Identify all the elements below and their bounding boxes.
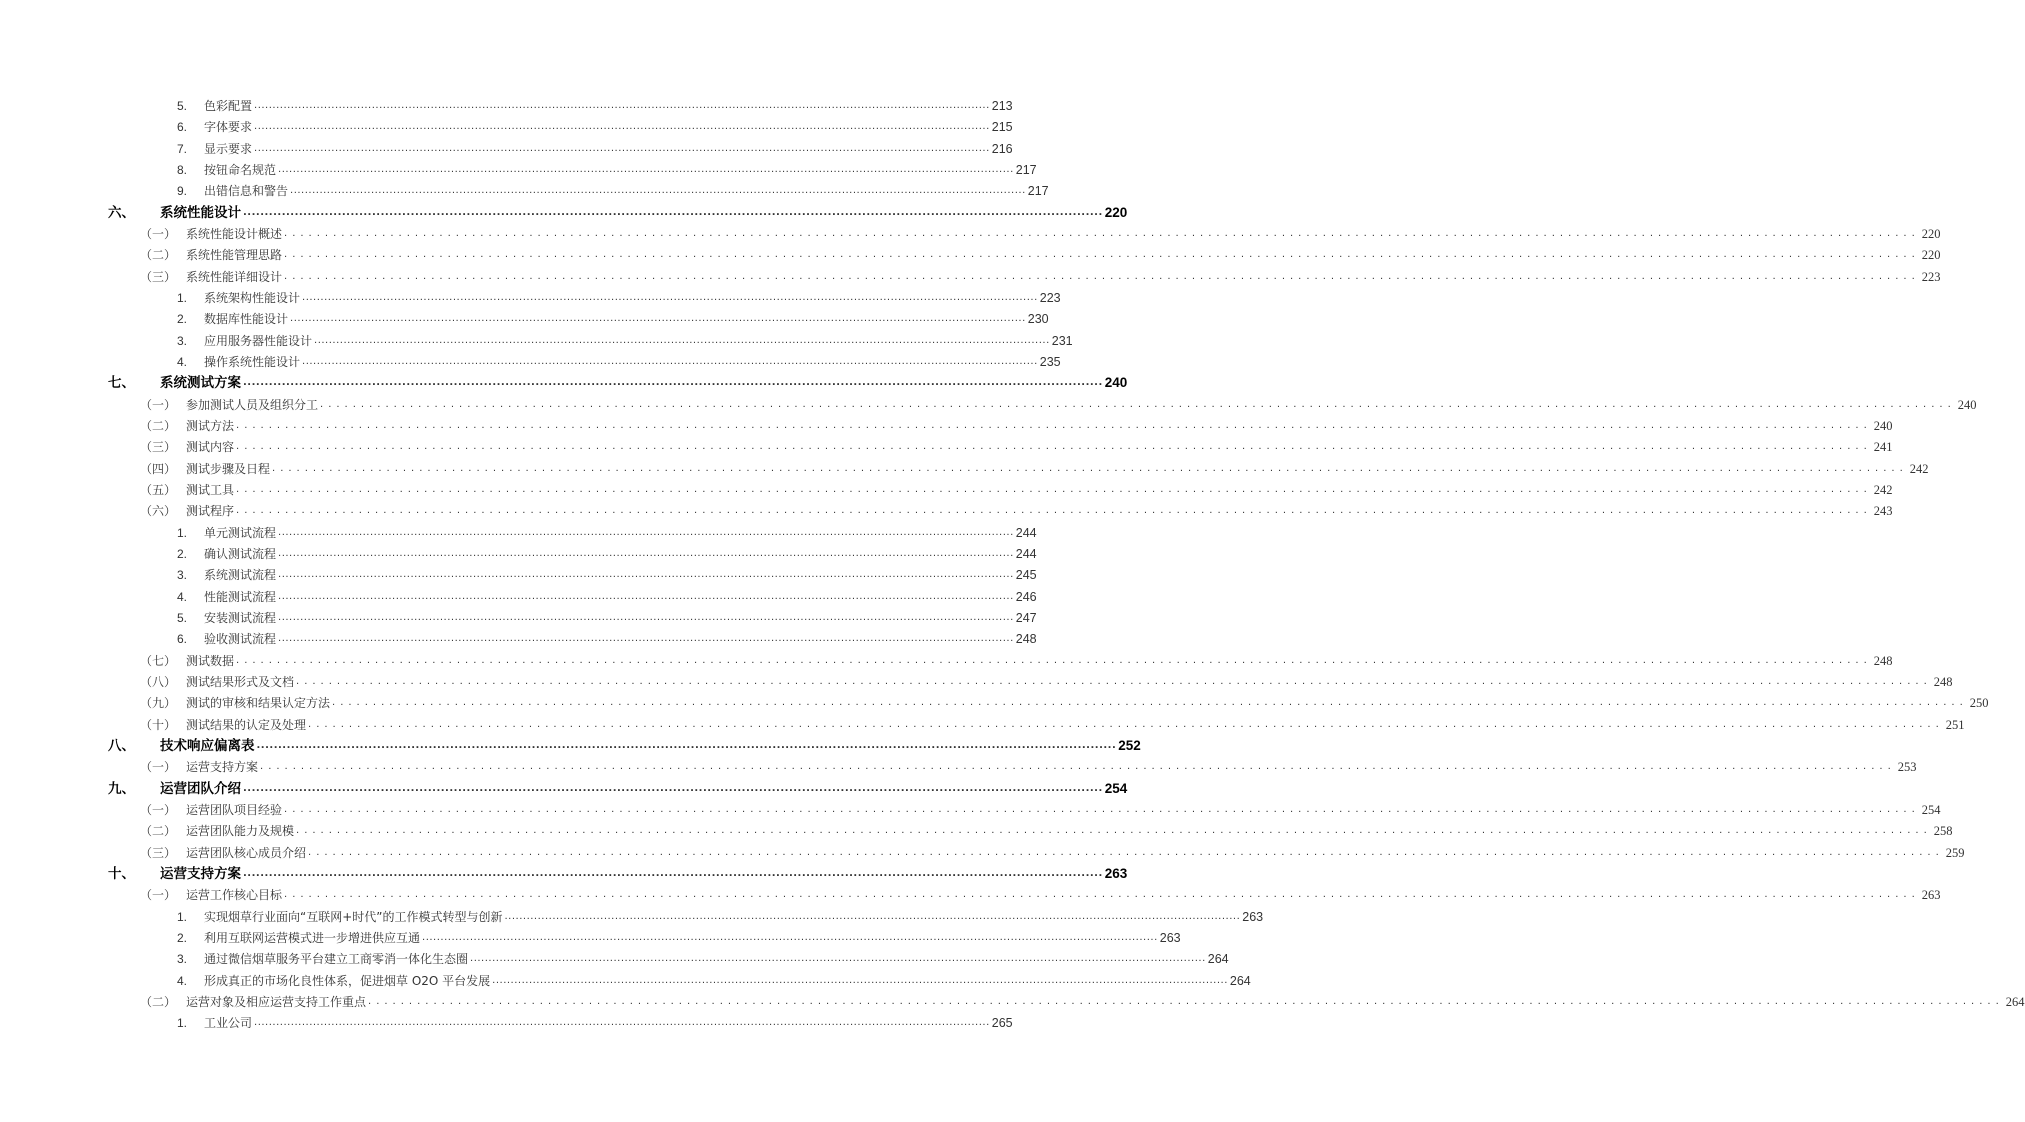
toc-entry-title: 验收测试流程 [204,632,277,647]
toc-entry-page: 259 [1945,845,1965,860]
toc-entry[interactable] [177,971,1251,991]
toc-entry-number: 5. [177,99,188,113]
toc-leader-dots: ........................................................................................................................................................................................................ [260,761,1896,773]
toc-entry-number: 8. [177,162,188,177]
toc-entry-number: 6. [177,632,188,647]
toc-entry-number: 3. [177,952,188,967]
toc-entry-title: 测试方法 [186,418,235,433]
toc-entry[interactable] [140,480,1893,500]
toc-entry-title: 测试工具 [186,482,235,497]
toc-entry[interactable] [140,395,1977,415]
toc-leader-dots: ........................................................................................................................................................................................................ [278,590,1014,602]
toc-entry-title: 运营团队能力及规模 [186,824,295,839]
toc-entry-number: （一） [140,226,177,241]
toc-entry-number: 1. [177,909,188,924]
toc-leader-dots: ........................................................................................................................................................................................................ [243,782,1103,794]
toc-entry[interactable] [177,523,1037,543]
toc-entry[interactable] [140,501,1893,521]
toc-entry-number: （七） [140,653,177,668]
toc-entry[interactable] [177,907,1264,927]
toc-entry-number: （八） [140,674,177,689]
toc-entry-page: 220 [1921,226,1941,241]
toc-entry-title: 色彩配置 [204,99,253,113]
toc-entry[interactable] [177,331,1073,351]
toc-leader-dots: ........................................................................................................................................................................................................ [504,910,1241,922]
toc-entry-title: 技术响应偏离表 [160,737,255,754]
toc-entry-title: 运营对象及相应运营支持工作重点 [186,994,367,1009]
toc-leader-dots: ........................................................................................................................................................................................................ [243,206,1103,218]
toc-entry[interactable] [140,651,1893,671]
toc-entry[interactable] [140,693,1989,713]
toc-entry-title: 参加测试人员及组织分工 [186,397,319,412]
toc-entry[interactable] [177,309,1049,329]
toc-entry[interactable] [177,352,1061,372]
toc-entry-title: 利用互联网运营模式进一步增进供应互通 [204,930,421,945]
toc-entry-title: 单元测试流程 [204,525,277,540]
toc-entry-number: 9. [177,184,188,199]
toc-entry-page: 250 [1969,696,1989,711]
toc-entry-page: 220 [1104,204,1128,220]
toc-entry[interactable] [140,267,1941,287]
toc-leader-dots: ........................................................................................................................................................................................................ [236,419,1872,431]
toc-entry-page: 216 [991,141,1013,156]
toc-entry-page: 253 [1897,760,1917,775]
toc-entry-number: （一） [140,888,177,903]
toc-entry[interactable] [108,373,1128,393]
toc-entry-page: 248 [1933,674,1953,689]
toc-leader-dots: ........................................................................................................................................................................................................ [284,889,1920,901]
toc-leader-dots: ........................................................................................................................................................................................................ [236,483,1872,495]
toc-entry-title: 运营支持方案 [186,760,259,775]
toc-leader-dots: ........................................................................................................................................................................................................ [332,697,1968,709]
toc-entry-number: （三） [140,845,177,860]
toc-entry-title: 运营团队核心成员介绍 [186,845,307,860]
toc-entry-number: （二） [140,994,177,1009]
toc-leader-dots: ........................................................................................................................................................................................................ [296,675,1932,687]
toc-entry[interactable] [140,885,1941,905]
toc-entry-page: 220 [1921,248,1941,263]
toc-entry-page: 213 [991,99,1013,113]
toc-entry-page: 240 [1104,375,1128,391]
toc-entry-page: 245 [1015,568,1037,583]
toc-entry-number: 7. [177,141,188,156]
toc-leader-dots: ........................................................................................................................................................................................................ [296,825,1932,837]
toc-leader-dots: ........................................................................................................................................................................................................ [236,441,1872,453]
toc-entry-page: 251 [1945,717,1965,732]
toc-entry-page: 263 [1242,909,1264,924]
toc-entry-number: （二） [140,418,177,433]
toc-entry-page: 258 [1933,824,1953,839]
toc-entry-number: 2. [177,546,188,561]
toc-entry-page: 215 [991,120,1013,135]
toc-entry-title: 出错信息和警告 [204,184,289,199]
toc-entry-number: 3. [177,333,188,348]
toc-entry-number: 5. [177,610,188,625]
toc-entry-page: 264 [1207,952,1229,967]
toc-leader-dots: ........................................................................................................................................................................................................ [278,163,1014,175]
toc-entry-number: （一） [140,802,177,817]
toc-entry-page: 244 [1015,546,1037,561]
toc-leader-dots: ........................................................................................................................................................................................................ [236,505,1872,517]
toc-entry-page: 246 [1015,589,1037,604]
toc-entry-number: （五） [140,482,177,497]
toc-leader-dots: ........................................................................................................................................................................................................ [290,185,1026,197]
toc-leader-dots: ........................................................................................................................................................................................................ [254,1017,990,1029]
toc-entry-page: 240 [1957,397,1977,412]
toc-entry-number: 6. [177,120,188,135]
toc-entry-number: （一） [140,760,177,775]
toc-entry-number: 4. [177,354,188,369]
toc-entry-page: 264 [1229,973,1251,988]
toc-entry[interactable] [177,160,1037,180]
toc-entry-number: （十） [140,717,177,732]
toc-entry-title: 安装测试流程 [204,610,277,625]
toc-entry[interactable] [140,757,1917,777]
toc-entry[interactable] [140,821,1953,841]
toc-leader-dots: ........................................................................................................................................................................................................ [284,270,1920,282]
toc-entry[interactable] [177,1013,1013,1033]
toc-entry-number: （九） [140,696,177,711]
toc-entry-page: 243 [1873,504,1893,519]
toc-entry-page: 263 [1159,930,1181,945]
toc-entry[interactable] [177,544,1037,564]
toc-entry-title: 操作系统性能设计 [204,354,301,369]
toc-leader-dots: ........................................................................................................................................................................................................ [470,953,1206,965]
toc-entry-page: 242 [1873,482,1893,497]
toc-entry-page: 254 [1104,780,1128,796]
toc-leader-dots: ........................................................................................................................................................................................................ [254,100,990,111]
toc-entry-title: 系统架构性能设计 [204,290,301,305]
toc-entry-title: 运营工作核心目标 [186,888,283,903]
toc-entry-title: 应用服务器性能设计 [204,333,313,348]
toc-entry[interactable] [140,800,1941,820]
toc-entry-number: 七、 [108,375,135,392]
toc-leader-dots: ........................................................................................................................................................................................................ [302,291,1038,303]
toc-leader-dots: ........................................................................................................................................................................................................ [308,846,1944,858]
toc-entry-number: （一） [140,397,177,412]
toc-leader-dots: ........................................................................................................................................................................................................ [290,313,1026,325]
toc-entry-title: 通过微信烟草服务平台建立工商零消一体化生态圈 [204,952,469,967]
toc-entry-number: （二） [140,248,177,263]
toc-entry-title: 测试步骤及日程 [186,461,271,476]
toc-entry-title: 测试结果的认定及处理 [186,717,307,732]
toc-entry-title: 字体要求 [204,120,253,135]
toc-entry-title: 运营团队项目经验 [186,802,283,817]
toc-entry-page: 244 [1015,525,1037,540]
toc-leader-dots: ........................................................................................................................................................................................................ [243,867,1103,879]
toc-entry-title: 运营团队介绍 [160,780,241,797]
toc-entry[interactable] [108,864,1128,884]
toc-entry-page: 235 [1039,354,1061,369]
toc-entry[interactable] [140,437,1893,457]
toc-leader-dots: ........................................................................................................................................................................................................ [492,974,1228,986]
toc-leader-dots: ........................................................................................................................................................................................................ [422,931,1158,943]
toc-entry[interactable] [108,779,1128,799]
toc-leader-dots: ........................................................................................................................................................................................................ [284,249,1920,261]
toc-entry-number: （六） [140,504,177,519]
toc-entry-title: 测试的审核和结果认定方法 [186,696,331,711]
toc-entry[interactable] [177,629,1037,649]
toc-entry-number: 4. [177,589,188,604]
toc-entry[interactable] [177,587,1037,607]
toc-leader-dots: ........................................................................................................................................................................................................ [302,355,1038,367]
toc-entry-number: 1. [177,525,188,540]
toc-entry[interactable] [108,203,1128,223]
toc-entry-number: （三） [140,269,177,284]
toc-entry-number: 九、 [108,780,135,797]
toc-entry-number: 1. [177,1016,188,1031]
toc-leader-dots: ........................................................................................................................................................................................................ [254,142,990,154]
toc-leader-dots: ........................................................................................................................................................................................................ [278,569,1014,581]
toc-entry[interactable] [177,117,1013,137]
toc-entry[interactable] [177,96,1013,116]
toc-entry-number: 2. [177,312,188,327]
toc-entry-page: 217 [1015,162,1037,177]
toc-entry-page: 248 [1015,632,1037,647]
toc-entry-number: 4. [177,973,188,988]
toc-leader-dots: ........................................................................................................................................................................................................ [320,398,1956,410]
toc-entry-page: 217 [1027,184,1049,199]
toc-leader-dots: ........................................................................................................................................................................................................ [284,227,1920,239]
toc-entry[interactable] [108,736,1141,756]
toc-entry-title: 系统性能设计 [160,204,241,221]
toc-entry[interactable] [140,245,1941,265]
toc-entry-title: 数据库性能设计 [204,312,289,327]
toc-entry-title: 确认测试流程 [204,546,277,561]
toc-entry-title: 测试结果形式及文档 [186,674,295,689]
toc-entry-number: 3. [177,568,188,583]
toc-leader-dots: ........................................................................................................................................................................................................ [278,526,1014,538]
toc-leader-dots: ........................................................................................................................................................................................................ [236,654,1872,666]
toc-entry-title: 系统性能管理思路 [186,248,283,263]
toc-entry-number: （四） [140,461,177,476]
toc-entry[interactable] [177,928,1181,948]
toc-leader-dots: ........................................................................................................................................................................................................ [278,611,1014,623]
toc-entry[interactable] [140,843,1965,863]
toc-entry-title: 测试程序 [186,504,235,519]
toc-entry-number: （三） [140,440,177,455]
toc-entry-number: 八、 [108,737,135,754]
toc-entry-page: 254 [1921,802,1941,817]
toc-leader-dots: ........................................................................................................................................................................................................ [278,547,1014,559]
toc-entry-page: 263 [1104,865,1128,881]
toc-entry[interactable] [140,672,1953,692]
toc-entry[interactable] [177,565,1037,585]
toc-entry-title: 性能测试流程 [204,589,277,604]
toc-entry[interactable] [177,608,1037,628]
toc-entry[interactable] [140,992,2025,1012]
toc-leader-dots: ........................................................................................................................................................................................................ [284,803,1920,815]
toc-entry-page: 247 [1015,610,1037,625]
toc-entry[interactable] [140,416,1893,436]
toc-entry-title: 运营支持方案 [160,865,241,882]
toc-entry-page: 264 [2005,994,2025,1009]
toc-entry-page: 230 [1027,312,1049,327]
toc-entry-title: 测试数据 [186,653,235,668]
toc-entry-page: 241 [1873,440,1893,455]
toc-entry-page: 252 [1118,737,1141,753]
toc-entry[interactable] [177,288,1061,308]
toc-entry-page: 240 [1873,418,1893,433]
toc-entry-number: 1. [177,290,188,305]
toc-entry-number: （二） [140,824,177,839]
toc-entry-page: 265 [991,1016,1013,1031]
toc-entry-page: 231 [1051,333,1073,348]
toc-entry-title: 形成真正的市场化良性体系，促进烟草 O2O 平台发展 [204,973,491,988]
toc-entry-number: 十、 [108,865,135,882]
toc-entry-title: 系统性能详细设计 [186,269,283,284]
toc-entry-page: 248 [1873,653,1893,668]
toc-entry-page: 242 [1909,461,1929,476]
toc-leader-dots: ........................................................................................................................................................................................................ [243,377,1103,389]
toc-entry-title: 系统性能设计概述 [186,226,283,241]
toc-entry-title: 工业公司 [204,1016,253,1031]
toc-entry-title: 系统测试流程 [204,568,277,583]
toc-entry-title: 系统测试方案 [160,375,241,392]
toc-entry-title: 显示要求 [204,141,253,156]
toc-entry[interactable] [177,139,1013,159]
toc-entry-page: 263 [1921,888,1941,903]
toc-leader-dots: ........................................................................................................................................................................................................ [256,739,1117,751]
toc-entry[interactable] [177,949,1229,969]
toc-entry-title: 测试内容 [186,440,235,455]
toc-entry[interactable] [140,715,1965,735]
toc-leader-dots: ........................................................................................................................................................................................................ [272,462,1908,474]
toc-entry-title: 实现烟草行业面向“互联网+时代”的工作模式转型与创新 [204,909,503,924]
toc-entry-page: 223 [1039,290,1061,305]
toc-leader-dots: ........................................................................................................................................................................................................ [368,995,2004,1007]
toc-entry-title: 按钮命名规范 [204,162,277,177]
toc-leader-dots: ........................................................................................................................................................................................................ [254,121,990,133]
toc-entry-number: 2. [177,930,188,945]
toc-leader-dots: ........................................................................................................................................................................................................ [314,334,1050,346]
toc-entry-page: 223 [1921,269,1941,284]
toc-leader-dots: ........................................................................................................................................................................................................ [278,633,1014,645]
toc-entry[interactable] [140,224,1941,244]
toc-entry[interactable] [177,181,1049,201]
toc-entry-number: 六、 [108,204,135,221]
toc-leader-dots: ........................................................................................................................................................................................................ [308,718,1944,730]
toc-entry[interactable] [140,459,1929,479]
